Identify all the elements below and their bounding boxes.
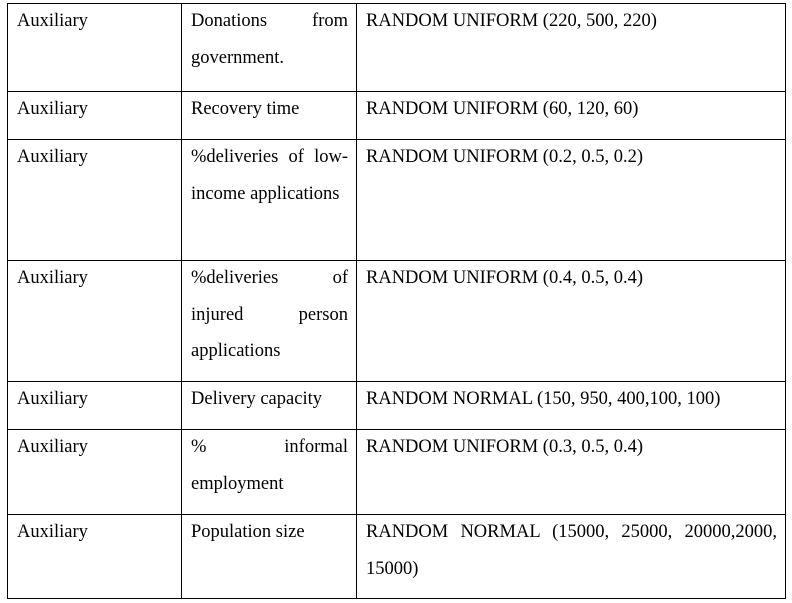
variable-name-cell bbox=[182, 92, 357, 140]
distribution-cell bbox=[357, 92, 786, 140]
table-row bbox=[8, 261, 786, 382]
cell-text: Auxiliary bbox=[17, 268, 88, 288]
table-row bbox=[8, 92, 786, 140]
distribution-cell bbox=[357, 261, 786, 382]
cell-text: Delivery capacity bbox=[191, 389, 322, 409]
variable-name-cell bbox=[182, 515, 357, 599]
variable-type-cell bbox=[8, 92, 182, 140]
table-row bbox=[8, 140, 786, 261]
variable-name-cell bbox=[182, 261, 357, 382]
cell-text: RANDOM UNIFORM (0.3, 0.5, 0.4) bbox=[366, 437, 643, 457]
cell-text: Recovery time bbox=[191, 99, 300, 119]
distribution-cell bbox=[357, 140, 786, 261]
cell-text: %deliveries of injured person applications bbox=[191, 268, 348, 361]
cell-text: RANDOM UNIFORM (0.2, 0.5, 0.2) bbox=[366, 147, 643, 167]
variable-type-cell bbox=[8, 140, 182, 261]
cell-text: Population size bbox=[191, 522, 305, 542]
table-row bbox=[8, 430, 786, 515]
cell-text: Auxiliary bbox=[17, 99, 88, 119]
variable-type-cell bbox=[8, 430, 182, 515]
table-row bbox=[8, 382, 786, 430]
cell-text: RANDOM UNIFORM (60, 120, 60) bbox=[366, 99, 639, 119]
table-row bbox=[8, 4, 786, 92]
cell-text: RANDOM NORMAL (150, 950, 400,100, 100) bbox=[366, 389, 721, 409]
distribution-cell bbox=[357, 382, 786, 430]
cell-text: Donations from government. bbox=[191, 11, 348, 68]
distribution-cell bbox=[357, 515, 786, 599]
variables-table bbox=[7, 3, 786, 599]
cell-text: Auxiliary bbox=[17, 437, 88, 457]
variable-name-cell bbox=[182, 430, 357, 515]
cell-text: Auxiliary bbox=[17, 389, 88, 409]
cell-text: % informal employment bbox=[191, 437, 348, 494]
variable-type-cell bbox=[8, 4, 182, 92]
variable-name-cell bbox=[182, 140, 357, 261]
cell-text: RANDOM NORMAL (15000, 25000, 20000,2000, 15000) bbox=[366, 522, 777, 579]
cell-text: Auxiliary bbox=[17, 147, 88, 167]
cell-text: Auxiliary bbox=[17, 522, 88, 542]
variable-type-cell bbox=[8, 515, 182, 599]
variable-type-cell bbox=[8, 261, 182, 382]
distribution-cell bbox=[357, 4, 786, 92]
variable-name-cell bbox=[182, 4, 357, 92]
cell-text: Auxiliary bbox=[17, 11, 88, 31]
variable-type-cell bbox=[8, 382, 182, 430]
distribution-cell bbox=[357, 430, 786, 515]
cell-text: RANDOM UNIFORM (220, 500, 220) bbox=[366, 11, 657, 31]
cell-text: RANDOM UNIFORM (0.4, 0.5, 0.4) bbox=[366, 268, 643, 288]
cell-text: %deliveries of low-income applications bbox=[191, 147, 348, 204]
table-row bbox=[8, 515, 786, 599]
variable-name-cell bbox=[182, 382, 357, 430]
